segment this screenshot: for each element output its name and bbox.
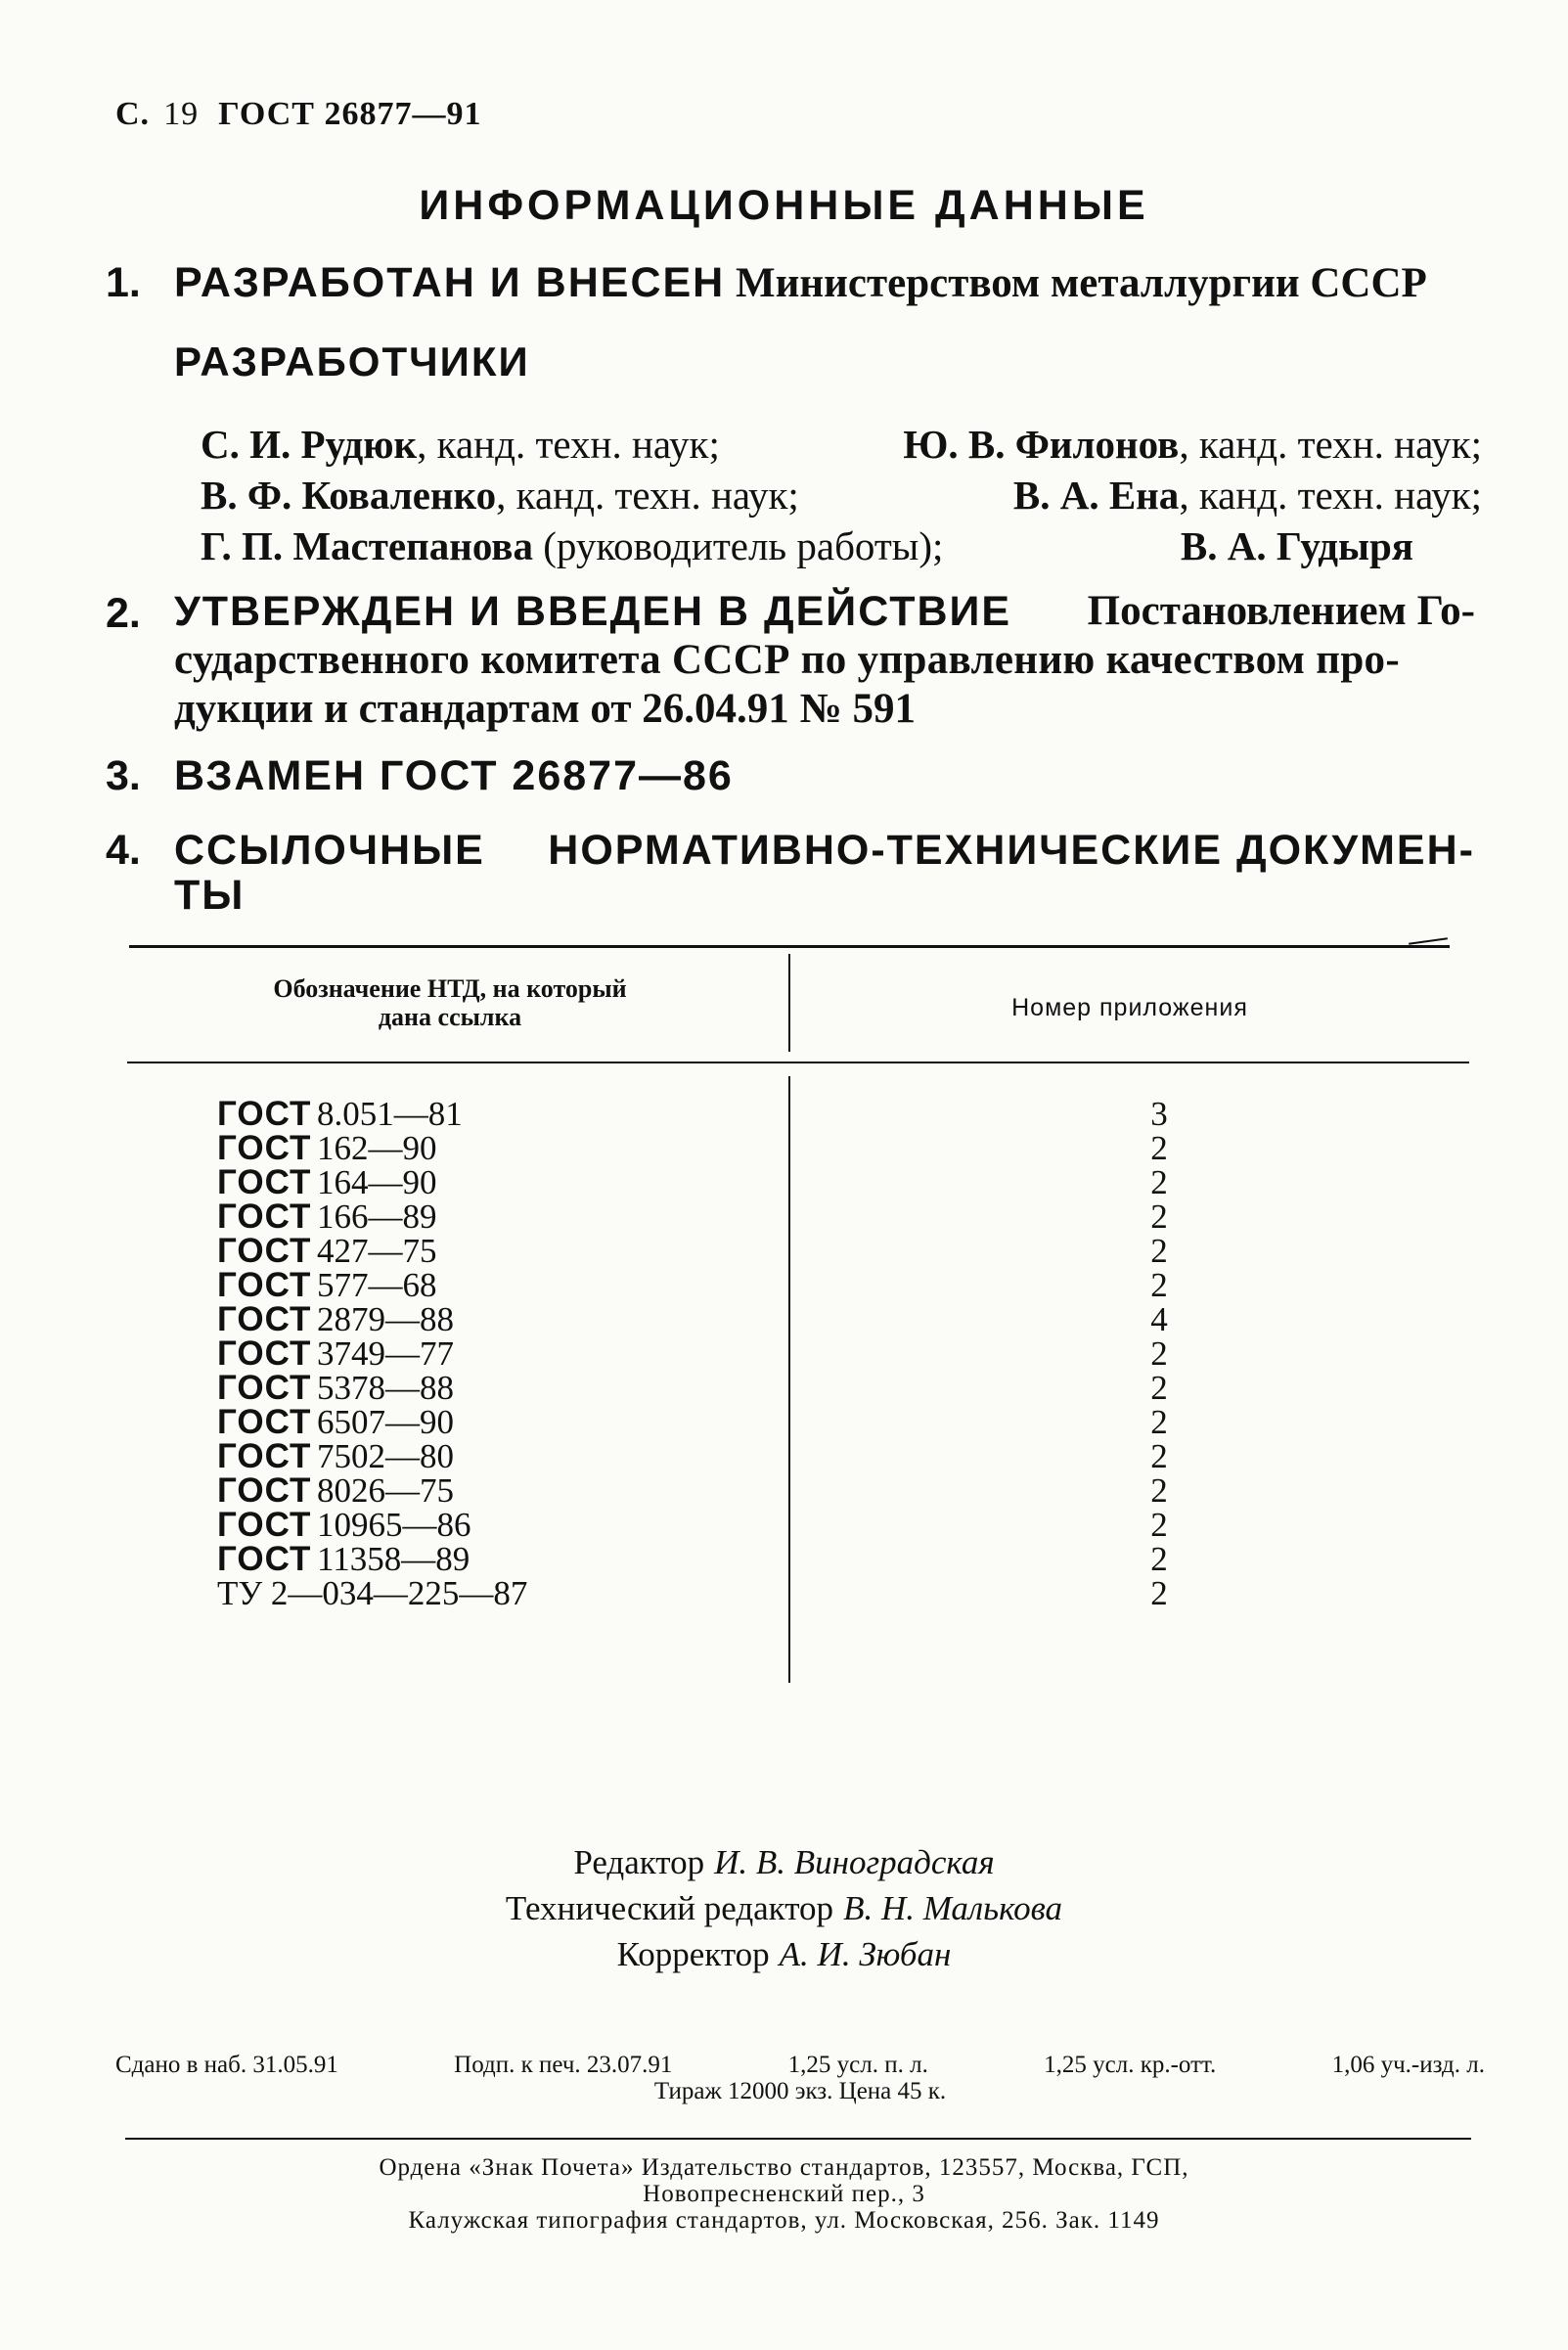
publisher-info [0, 2154, 1568, 2234]
table-row [217, 1234, 527, 1268]
table-row [217, 1473, 527, 1508]
table-row [217, 1097, 527, 1131]
doc-code: 6507—90 [317, 1403, 454, 1441]
doc-code: 427—75 [317, 1232, 437, 1270]
editorial-credits [0, 1839, 1568, 1977]
table-column-divider [788, 1076, 790, 1683]
doc-code: 577—68 [317, 1266, 437, 1304]
developer-name: С. И. Рудюк [201, 422, 418, 467]
table-row [217, 1371, 527, 1405]
doc-prefix: ГОСТ [217, 1129, 312, 1167]
section-number: 4. [106, 827, 141, 874]
section-heading: РАЗРАБОТАН И ВНЕСЕН [174, 259, 726, 306]
appendix-number: 2 [1150, 1369, 1168, 1407]
appendix-number: 3 [1150, 1095, 1168, 1133]
page-number: 19 [163, 96, 200, 132]
doc-code: 11358—89 [317, 1540, 470, 1578]
table-row [217, 1576, 527, 1610]
standard-code: ГОСТ 26877—91 [218, 96, 482, 132]
table-row [217, 1199, 527, 1234]
appendix-number: 2 [1150, 1574, 1168, 1612]
credit-name: А. И. Зюбан [779, 1935, 952, 1973]
publisher-line: Калужская типография стандартов, ул. Московская, 256. Зак. 1149 [408, 2207, 1160, 2234]
appendix-number: 4 [1150, 1300, 1168, 1338]
doc-prefix: ГОСТ [217, 1506, 312, 1544]
credit-line [0, 1885, 1568, 1931]
table-row [217, 1439, 527, 1473]
imprint-item: Сдано в наб. 31.05.91 [115, 2052, 338, 2078]
doc-code: 3749—77 [317, 1334, 454, 1373]
section-text: дукции и стандартам от 26.04.91 № 591 [174, 686, 916, 732]
section-text: Министерством металлургии СССР [736, 260, 1427, 306]
imprint-rule [125, 2138, 1471, 2140]
developers-list [201, 419, 1482, 571]
credit-role: Корректор [616, 1935, 770, 1973]
credit-line [0, 1839, 1568, 1885]
credit-name: В. Н. Малькова [843, 1889, 1063, 1927]
imprint-item: 1,06 уч.-изд. л. [1331, 2052, 1485, 2078]
doc-code: 2879—88 [317, 1300, 454, 1338]
table-row [217, 1302, 527, 1336]
print-imprint [115, 2052, 1485, 2104]
table-row [217, 1165, 527, 1199]
publisher-line: Ордена «Знак Почета» Издательство стандартов, 123557, Москва, ГСП, [379, 2154, 1189, 2181]
imprint-item: Подп. к печ. 23.07.91 [454, 2052, 673, 2078]
developers-heading: РАЗРАБОТЧИКИ [174, 339, 530, 384]
developer-role: , канд. техн. наук; [1179, 422, 1482, 467]
credit-name: И. В. Виноградская [714, 1843, 995, 1881]
section-2 [106, 587, 1475, 734]
doc-code: ТУ 2—034—225—87 [217, 1574, 528, 1612]
appendix-number: 2 [1150, 1198, 1168, 1236]
section-number: 3. [106, 752, 141, 799]
section-number: 2. [106, 590, 141, 637]
section-text: сударственного комитета СССР по управлению качеством про- [174, 637, 1400, 683]
table-row [217, 1131, 527, 1165]
doc-code: 166—89 [317, 1198, 437, 1236]
document-title: ИНФОРМАЦИОННЫЕ ДАННЫЕ [419, 182, 1149, 229]
section-3 [106, 749, 1475, 803]
section-text: Постановлением Го- [1087, 588, 1475, 634]
imprint-item: 1,25 усл. кр.-отт. [1044, 2052, 1217, 2078]
table-top-rule [129, 945, 1450, 948]
table-header-text: Обозначение НТД, на который [273, 974, 627, 1003]
table-header-text: дана ссылка [378, 1003, 522, 1031]
page-header [115, 96, 481, 133]
section-heading: НОРМАТИВНО-ТЕХНИЧЕСКИЕ ДОКУМЕН- [548, 827, 1475, 874]
section-heading: ССЫЛОЧНЫЕ [174, 827, 485, 874]
appendix-number: 2 [1150, 1540, 1168, 1578]
developers-line [201, 470, 1482, 520]
credit-role: Технический редактор [505, 1889, 834, 1927]
doc-code: 8.051—81 [317, 1095, 463, 1133]
developer-role: , канд. техн. наук; [496, 473, 799, 518]
table-column-appendix [1125, 1097, 1193, 1610]
developer-role: , канд. техн. наук; [1179, 473, 1482, 518]
doc-prefix: ГОСТ [217, 1403, 312, 1441]
table-header-rule [127, 1062, 1469, 1063]
doc-code: 162—90 [317, 1129, 437, 1167]
doc-code: 5378—88 [317, 1369, 454, 1407]
section-heading: ВЗАМЕН ГОСТ 26877—86 [174, 752, 734, 799]
table-header-divider [788, 954, 790, 1052]
appendix-number: 2 [1150, 1232, 1168, 1270]
section-number: 1. [106, 259, 141, 306]
table-header-appendix: Номер приложения [1011, 994, 1248, 1021]
imprint-item: 1,25 усл. п. л. [787, 2052, 928, 2078]
appendix-number: 2 [1150, 1471, 1168, 1510]
appendix-number: 2 [1150, 1266, 1168, 1304]
table-top-rule-tail [1409, 937, 1448, 945]
developer-name: В. А. Ена [1012, 473, 1180, 518]
appendix-number: 2 [1150, 1437, 1168, 1475]
table-row [217, 1508, 527, 1542]
doc-prefix: ГОСТ [217, 1369, 312, 1407]
page-prefix: С. [115, 96, 151, 132]
developer-name: В. А. Гудыря [1180, 523, 1413, 568]
publisher-line: Новопресненский пер., 3 [643, 2181, 925, 2207]
appendix-number: 2 [1150, 1129, 1168, 1167]
doc-prefix: ГОСТ [217, 1266, 312, 1304]
doc-prefix: ГОСТ [217, 1163, 312, 1201]
section-4 [106, 828, 1475, 918]
developer-role: (руководитель работы); [532, 523, 944, 568]
table-header-designation [176, 974, 724, 1031]
table-row [217, 1268, 527, 1302]
table-row [217, 1542, 527, 1576]
doc-code: 164—90 [317, 1163, 437, 1201]
developers-line [201, 419, 1482, 470]
appendix-number: 2 [1150, 1403, 1168, 1441]
doc-prefix: ГОСТ [217, 1334, 312, 1373]
section-heading: ТЫ [174, 872, 246, 919]
developer-name: Г. П. Мастепанова [201, 523, 533, 568]
imprint-circulation: Тираж 12000 экз. Цена 45 к. [653, 2078, 947, 2104]
section-heading: УТВЕРЖДЕН И ВВЕДЕН В ДЕЙСТВИЕ [174, 588, 1012, 635]
doc-code: 7502—80 [317, 1437, 454, 1475]
doc-prefix: ГОСТ [217, 1198, 312, 1236]
developer-name: Ю. В. Филонов [903, 422, 1180, 467]
doc-prefix: ГОСТ [217, 1232, 312, 1270]
credit-line [0, 1931, 1568, 1977]
developers-line [201, 520, 1482, 571]
table-row [217, 1336, 527, 1371]
table-column-designation [217, 1097, 527, 1610]
appendix-number: 2 [1150, 1163, 1168, 1201]
table-row [217, 1405, 527, 1439]
doc-prefix: ГОСТ [217, 1095, 312, 1133]
appendix-number: 2 [1150, 1334, 1168, 1373]
doc-code: 8026—75 [317, 1471, 454, 1510]
credit-role: Редактор [573, 1843, 705, 1881]
developer-name: В. Ф. Коваленко [201, 473, 497, 518]
doc-prefix: ГОСТ [217, 1540, 312, 1578]
doc-prefix: ГОСТ [217, 1471, 312, 1510]
doc-prefix: ГОСТ [217, 1437, 312, 1475]
appendix-number: 2 [1150, 1506, 1168, 1544]
section-1 [106, 256, 1475, 310]
doc-code: 10965—86 [317, 1506, 471, 1544]
doc-prefix: ГОСТ [217, 1300, 312, 1338]
developer-role: , канд. техн. наук; [417, 422, 720, 467]
